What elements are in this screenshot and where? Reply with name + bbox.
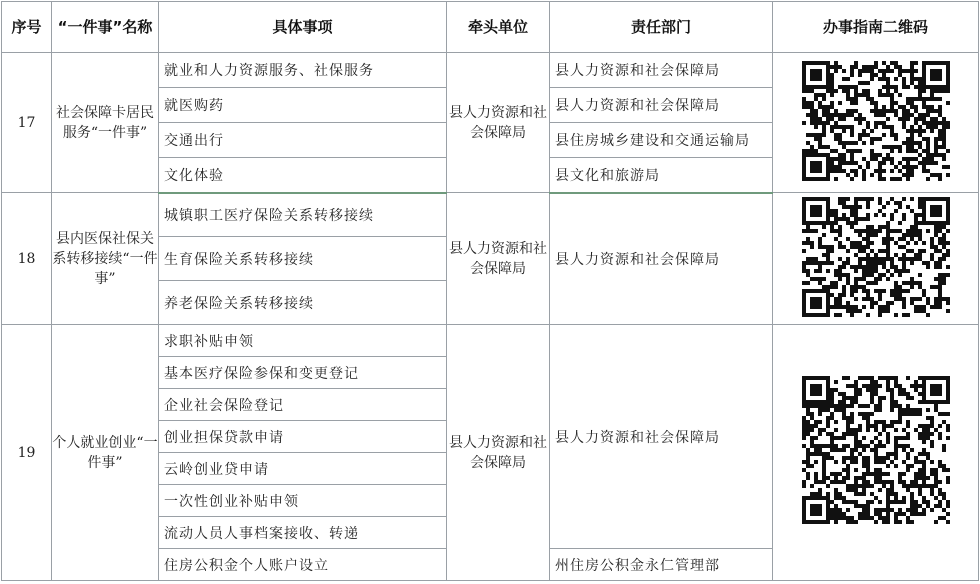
dept-cell: 县住房城乡建设和交通运输局 (550, 123, 773, 158)
item-cell: 就业和人力资源服务、社保服务 (159, 53, 447, 88)
item-cell: 云岭创业贷申请 (159, 453, 447, 485)
header-row (2, 2, 979, 53)
dept-cell: 县人力资源和社会保障局 (550, 193, 773, 325)
qr-code-cell (773, 193, 979, 325)
item-cell: 生育保险关系转移接续 (159, 237, 447, 281)
dept-cell: 县人力资源和社会保障局 (550, 88, 773, 123)
qr-code-icon[interactable] (802, 61, 950, 181)
header-name: “一件事”名称 (52, 2, 159, 53)
qr-code-cell (773, 325, 979, 581)
qr-code-cell (773, 53, 979, 193)
header-lead: 牵头单位 (447, 2, 550, 53)
item-cell: 城镇职工医疗保险关系转移接续 (159, 193, 447, 237)
item-cell: 创业担保贷款申请 (159, 421, 447, 453)
dept-cell: 县文化和旅游局 (550, 158, 773, 193)
service-table (1, 1, 979, 581)
item-cell: 基本医疗保险参保和变更登记 (159, 357, 447, 389)
header-qr: 办事指南二维码 (773, 2, 979, 53)
qr-code-icon[interactable] (802, 376, 950, 526)
item-name-cell: 县内医保社保关系转移接续“一件事” (52, 193, 159, 325)
lead-unit-cell: 县人力资源和社会保障局 (447, 193, 550, 325)
dept-cell: 县人力资源和社会保障局 (550, 53, 773, 88)
item-name-cell: 社会保障卡居民服务“一件事” (52, 53, 159, 193)
lead-unit-cell: 县人力资源和社会保障局 (447, 325, 550, 581)
header-dept: 责任部门 (550, 2, 773, 53)
dept-cell: 县人力资源和社会保障局 (550, 325, 773, 549)
item-cell: 一次性创业补贴申领 (159, 485, 447, 517)
qr-code-icon[interactable] (802, 197, 950, 317)
item-cell: 就医购药 (159, 88, 447, 123)
item-name-cell: 个人就业创业“一件事” (52, 325, 159, 581)
item-cell: 交通出行 (159, 123, 447, 158)
seq-cell: 19 (2, 325, 52, 581)
item-cell: 求职补贴申领 (159, 325, 447, 357)
table-row (2, 325, 979, 357)
header-seq: 序号 (2, 2, 52, 53)
lead-unit-cell: 县人力资源和社会保障局 (447, 53, 550, 193)
item-cell: 住房公积金个人账户设立 (159, 549, 447, 581)
seq-cell: 18 (2, 193, 52, 325)
table-row (2, 53, 979, 88)
header-item: 具体事项 (159, 2, 447, 53)
table-row (2, 193, 979, 237)
item-cell: 企业社会保险登记 (159, 389, 447, 421)
item-cell: 文化体验 (159, 158, 447, 193)
item-cell: 养老保险关系转移接续 (159, 281, 447, 325)
item-cell: 流动人员人事档案接收、转递 (159, 517, 447, 549)
dept-cell: 州住房公积金永仁管理部 (550, 549, 773, 581)
seq-cell: 17 (2, 53, 52, 193)
